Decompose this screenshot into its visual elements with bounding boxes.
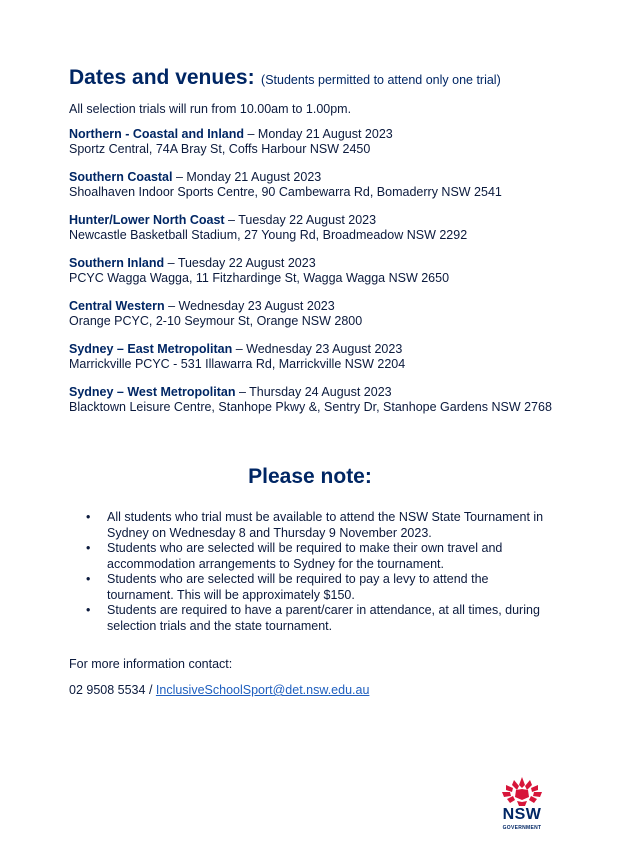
venue-date: – Monday 21 August 2023: [172, 170, 322, 184]
venue-region: Southern Coastal: [69, 170, 173, 184]
venue-date: – Wednesday 23 August 2023: [164, 299, 335, 313]
venue-region: Central Western: [69, 299, 165, 313]
please-note-heading: Please note:: [248, 465, 372, 488]
venue-region: Sydney – West Metropolitan: [69, 385, 236, 399]
list-item: [86, 541, 556, 572]
note-text: Students who are selected will be required to pay a levy to attend the tournament. This will be approximately $150.: [107, 572, 489, 602]
venue-item: [69, 127, 569, 157]
venue-address: Shoalhaven Indoor Sports Centre, 90 Cambewarra Rd, Bomaderry NSW 2541: [69, 185, 502, 199]
note-text: Students who are selected will be required to make their own travel and accommodation arrangements to Sydney for the tournament.: [107, 541, 503, 571]
list-item: [86, 510, 556, 541]
venue-date: – Thursday 24 August 2023: [235, 385, 392, 399]
venue-date: – Wednesday 23 August 2023: [232, 342, 403, 356]
logo-nsw-text: NSW: [502, 806, 542, 823]
venue-address: PCYC Wagga Wagga, 11 Fitzhardinge St, Wagga Wagga NSW 2650: [69, 271, 450, 285]
venue-address: Marrickville PCYC - 531 Illawarra Rd, Marrickville NSW 2204: [69, 357, 406, 371]
venue-region: Sydney – East Metropolitan: [69, 342, 233, 356]
venue-item: [69, 342, 569, 372]
note-text: All students who trial must be available to attend the NSW State Tournament in Sydney on Wednesday 8 and Thursday 9 November 2023.: [107, 510, 544, 540]
waratah-icon: [494, 776, 550, 808]
venue-address: Sportz Central, 74A Bray St, Coffs Harbour NSW 2450: [69, 142, 371, 156]
venue-date: – Tuesday 22 August 2023: [224, 213, 377, 227]
bullet-icon: •: [86, 572, 91, 586]
venue-region: Northern - Coastal and Inland: [69, 127, 245, 141]
note-text: Students are required to have a parent/carer in attendance, at all times, during selection trials and the state tournament.: [107, 603, 540, 633]
venue-item: [69, 256, 569, 286]
logo-government-text: GOVERNMENT: [502, 825, 542, 831]
contact-phone: 02 9508 5534 /: [69, 683, 156, 697]
list-item: [86, 572, 556, 603]
bullet-icon: •: [86, 541, 91, 555]
trial-times-text: All selection trials will run from 10.00am to 1.00pm.: [69, 102, 352, 116]
venue-region: Hunter/Lower North Coast: [69, 213, 225, 227]
bullet-icon: •: [86, 510, 91, 524]
venue-item: [69, 385, 569, 415]
bullet-icon: •: [86, 603, 91, 617]
heading-subtitle: (Students permitted to attend only one trial): [261, 73, 501, 87]
dates-venues-heading: [69, 66, 501, 90]
venue-list: [69, 127, 569, 428]
nsw-government-logo: [494, 776, 550, 836]
contact-line: [69, 683, 369, 697]
venue-address: Blacktown Leisure Centre, Stanhope Pkwy &, Sentry Dr, Stanhope Gardens NSW 2768: [69, 400, 552, 414]
list-item: [86, 603, 556, 634]
notes-list: [86, 510, 556, 634]
heading-title: Dates and venues:: [69, 66, 255, 89]
venue-date: – Monday 21 August 2023: [244, 127, 393, 141]
contact-email-link[interactable]: InclusiveSchoolSport@det.nsw.edu.au: [155, 683, 370, 697]
venue-address: Orange PCYC, 2-10 Seymour St, Orange NSW 2800: [69, 314, 363, 328]
venue-region: Southern Inland: [69, 256, 165, 270]
venue-date: – Tuesday 22 August 2023: [164, 256, 316, 270]
venue-item: [69, 299, 569, 329]
venue-address: Newcastle Basketball Stadium, 27 Young Rd, Broadmeadow NSW 2292: [69, 228, 468, 242]
contact-label: For more information contact:: [69, 657, 233, 671]
venue-item: [69, 170, 569, 200]
venue-item: [69, 213, 569, 243]
